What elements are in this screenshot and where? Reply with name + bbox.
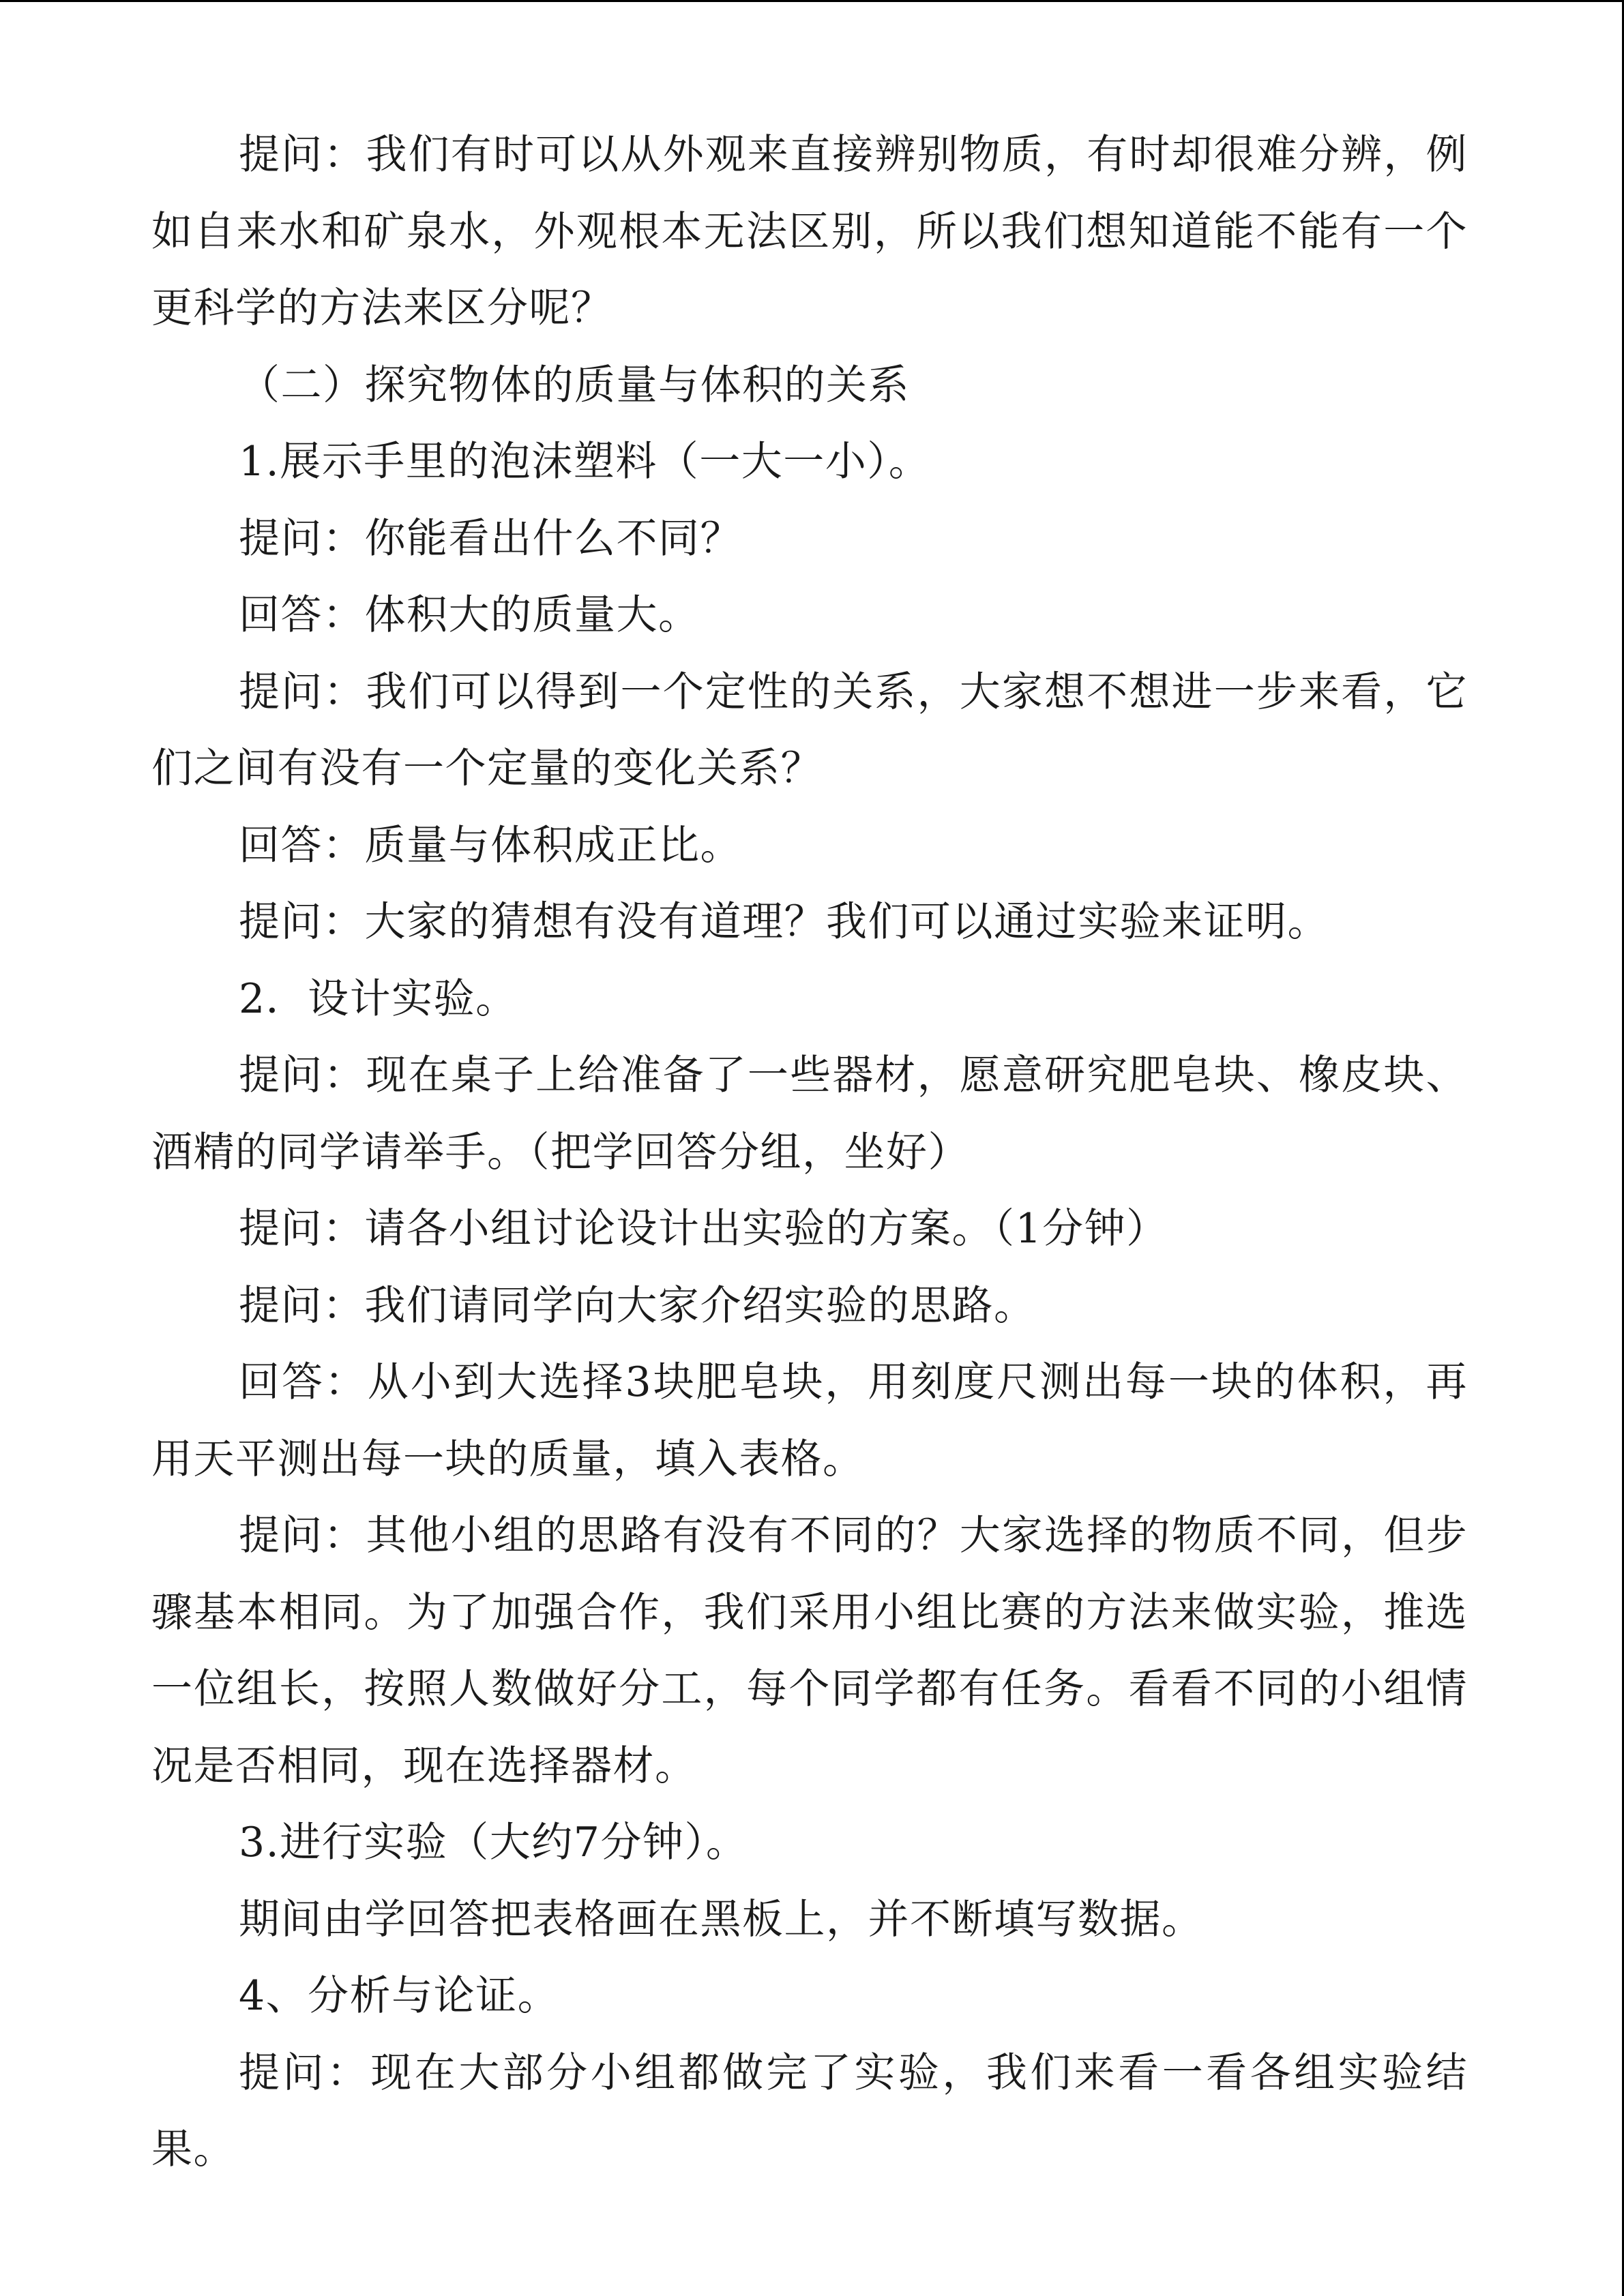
paragraph-question-discuss-plan: 提问：请各小组讨论设计出实验的方案。（1分钟） bbox=[239, 1205, 1168, 1253]
paragraph-question-equipment: 提问：现在桌子上给准备了一些器材，愿意研究肥皂块、橡皮块、酒精的同学请举手。（把学回答分组，坐好） bbox=[151, 1052, 1468, 1176]
step-3-conduct-experiment: 3.进行实验（大约7分钟）。 bbox=[239, 1819, 748, 1866]
paragraph-answer-bigger-heavier: 回答：体积大的质量大。 bbox=[239, 591, 700, 639]
paragraph-question-difference: 提问：你能看出什么不同？ bbox=[239, 514, 742, 563]
document-body bbox=[151, 117, 1468, 2188]
step-1-show-foam: 1.展示手里的泡沫塑料（一大一小）。 bbox=[239, 438, 931, 486]
paragraph-question-results: 提问：现在大部分小组都做完了实验，我们来看一看各组实验结果。 bbox=[151, 2048, 1468, 2173]
paragraph-answer-proportional: 回答：质量与体积成正比。 bbox=[239, 821, 742, 869]
step-2-design-experiment: 2．设计实验。 bbox=[239, 974, 518, 1023]
paragraph-blackboard-table: 期间由学回答把表格画在黑板上，并不断填写数据。 bbox=[239, 1895, 1204, 1943]
paragraph-question-present-idea: 提问：我们请同学向大家介绍实验的思路。 bbox=[239, 1281, 1036, 1330]
paragraph-question-quantitative: 提问：我们可以得到一个定性的关系，大家想不想进一步来看，它们之间有没有一个定量的变化关系？ bbox=[151, 668, 1468, 792]
section-heading-explore-mass-volume: （二）探究物体的质量与体积的关系 bbox=[239, 361, 910, 409]
paragraph-answer-method: 回答：从小到大选择3块肥皂块，用刻度尺测出每一块的体积，再用天平测出每一块的质量，填入表格。 bbox=[151, 1358, 1468, 1483]
step-4-analysis: 4、分析与论证。 bbox=[239, 1972, 560, 2020]
paragraph-question-intro: 提问：我们有时可以从外观来直接辨别物质，有时却很难分辨，例如自来水和矿泉水，外观根本无法区别，所以我们想知道能不能有一个更科学的方法来区分呢？ bbox=[151, 131, 1468, 332]
paragraph-question-verify: 提问：大家的猜想有没有道理？我们可以通过实验来证明。 bbox=[239, 898, 1329, 946]
paragraph-question-group-work: 提问：其他小组的思路有没有不同的？大家选择的物质不同，但步骤基本相同。为了加强合作，我们采用小组比赛的方法来做实验，推选一位组长，按照人数做好分工，每个同学都有任务。看看不同的小组情况是否相同，现在选择器材。 bbox=[151, 1512, 1468, 1790]
